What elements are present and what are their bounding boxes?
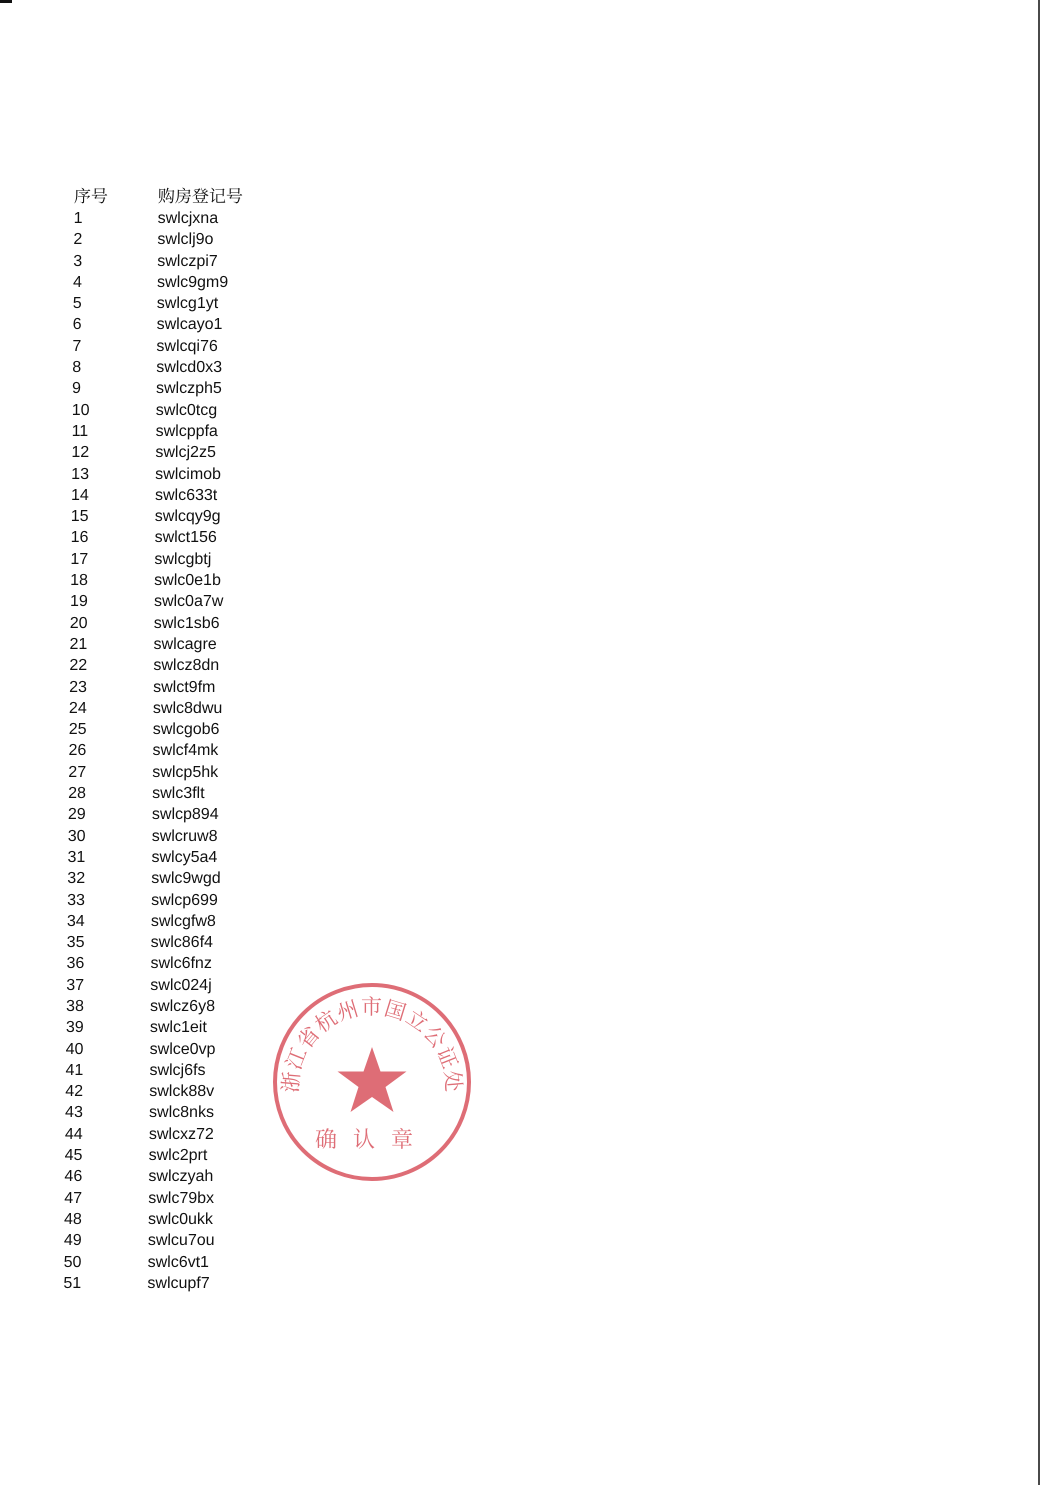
table-row	[70, 570, 330, 591]
table-row	[63, 1273, 323, 1294]
row-seq: 18	[70, 572, 89, 590]
row-seq: 1	[73, 210, 83, 227]
row-registration-number: swlcp5hk	[152, 763, 219, 781]
row-registration-number: swlc8nks	[149, 1104, 215, 1122]
row-registration-number: swlcj6fs	[149, 1061, 206, 1079]
row-seq: 17	[70, 550, 89, 568]
row-registration-number: swlcruw8	[151, 827, 218, 845]
row-registration-number: swlc0a7w	[153, 593, 224, 611]
table-row	[72, 378, 332, 399]
row-registration-number: swlcimob	[155, 465, 222, 483]
table-row	[70, 591, 330, 612]
row-registration-number: swlck88v	[149, 1083, 215, 1101]
row-seq: 49	[63, 1232, 82, 1250]
row-seq: 19	[69, 593, 88, 611]
row-seq: 3	[73, 252, 83, 270]
row-seq: 11	[71, 422, 89, 440]
row-registration-number: swlcp699	[151, 891, 218, 909]
row-seq: 15	[70, 508, 89, 526]
scan-page-edge	[1038, 0, 1040, 1485]
table-row	[68, 826, 328, 847]
row-seq: 46	[64, 1168, 83, 1186]
row-seq: 5	[72, 295, 82, 313]
row-seq: 14	[70, 486, 89, 504]
row-registration-number: swlcgfw8	[150, 912, 216, 930]
row-seq: 34	[66, 912, 85, 930]
row-registration-number: swlcxz72	[148, 1125, 214, 1143]
table-row	[70, 527, 330, 548]
seal-arc-text: 浙江省杭州市国立公证处	[278, 995, 466, 1094]
table-row	[67, 932, 327, 953]
row-registration-number: swlczpi7	[157, 252, 218, 270]
table-row	[71, 442, 331, 463]
row-seq: 22	[69, 657, 88, 675]
table-row	[68, 783, 328, 804]
table-row	[68, 804, 328, 825]
row-registration-number: swlc1eit	[149, 1019, 207, 1037]
row-registration-number: swlc0tcg	[155, 401, 218, 419]
row-registration-number: swlcy5a4	[151, 848, 218, 866]
row-seq: 38	[66, 997, 84, 1015]
row-registration-number: swlcgbtj	[154, 550, 212, 568]
table-row	[72, 421, 332, 442]
row-registration-number: swlcagre	[153, 635, 217, 653]
row-registration-number: swlc3flt	[152, 785, 205, 803]
row-seq: 26	[68, 742, 87, 760]
row-registration-number: swlczph5	[155, 380, 222, 398]
scan-corner-mark	[0, 0, 12, 3]
row-seq: 9	[71, 380, 82, 398]
row-registration-number: swlcgob6	[152, 721, 220, 739]
row-seq: 42	[65, 1083, 84, 1101]
row-registration-number: swlc024j	[150, 976, 212, 994]
row-seq: 35	[66, 934, 85, 952]
row-registration-number: swlcf4mk	[152, 742, 219, 760]
row-seq: 48	[63, 1210, 82, 1228]
row-seq: 23	[69, 678, 88, 696]
row-registration-number: swlc6fnz	[150, 955, 212, 973]
table-row	[71, 506, 331, 527]
row-seq: 33	[67, 891, 86, 909]
row-registration-number: swlc2prt	[148, 1147, 208, 1165]
row-seq: 7	[72, 337, 82, 355]
row-registration-number: swlczyah	[148, 1168, 214, 1186]
table-row	[70, 549, 330, 570]
table-row	[67, 890, 327, 911]
table-row	[66, 953, 326, 974]
row-registration-number: swlce0vp	[149, 1040, 216, 1058]
row-seq: 16	[70, 529, 89, 547]
table-row	[73, 229, 333, 250]
row-registration-number: swlct9fm	[153, 678, 216, 696]
table-row	[69, 677, 329, 698]
row-seq: 45	[64, 1147, 83, 1165]
table-row	[72, 400, 332, 421]
row-seq: 25	[68, 721, 87, 739]
table-row	[72, 336, 332, 357]
row-seq: 2	[73, 231, 83, 249]
table-row	[68, 762, 328, 783]
table-row	[67, 868, 327, 889]
table-row	[64, 1188, 324, 1209]
row-registration-number: swlc79bx	[148, 1189, 215, 1207]
row-seq: 27	[68, 763, 87, 781]
table-row	[71, 464, 331, 485]
row-registration-number: swlcqy9g	[154, 508, 221, 526]
row-registration-number: swlc0ukk	[147, 1210, 214, 1228]
row-seq: 50	[63, 1253, 82, 1271]
row-seq: 47	[64, 1189, 83, 1207]
row-seq: 43	[65, 1104, 83, 1122]
row-registration-number: swlcz6y8	[150, 997, 216, 1015]
table-row	[74, 208, 334, 229]
table-row	[69, 719, 329, 740]
row-seq: 6	[72, 316, 82, 334]
row-registration-number: swlct156	[154, 529, 217, 547]
row-seq: 8	[72, 359, 82, 377]
row-seq: 29	[67, 806, 86, 824]
table-row	[64, 1230, 324, 1251]
row-registration-number: swlc633t	[154, 486, 218, 504]
table-row	[64, 1209, 324, 1230]
row-registration-number: swlclj9o	[157, 231, 214, 249]
table-row	[69, 655, 329, 676]
row-registration-number: swlcj2z5	[155, 444, 216, 462]
row-registration-number: swlcz8dn	[153, 657, 220, 675]
table-row	[71, 485, 331, 506]
official-seal	[271, 981, 473, 1183]
row-registration-number: swlcp894	[151, 806, 219, 824]
row-registration-number: swlcayo1	[156, 316, 223, 334]
row-seq: 21	[69, 635, 88, 653]
row-registration-number: swlc86f4	[150, 934, 214, 952]
row-registration-number: swlcg1yt	[156, 295, 219, 313]
row-seq: 39	[65, 1019, 84, 1037]
row-seq: 44	[64, 1125, 83, 1143]
row-seq: 32	[67, 870, 86, 888]
table-row	[67, 911, 327, 932]
row-registration-number: swlc8dwu	[152, 699, 223, 717]
row-registration-number: swlc9gm9	[156, 273, 229, 291]
row-registration-number: swlc6vt1	[147, 1253, 210, 1271]
table-row	[70, 613, 330, 634]
table-row	[68, 740, 328, 761]
table-row	[73, 314, 333, 335]
row-seq: 40	[65, 1040, 84, 1058]
row-seq: 12	[71, 444, 90, 462]
row-seq: 28	[68, 785, 87, 803]
row-seq: 24	[68, 699, 87, 717]
row-registration-number: swlcupf7	[147, 1274, 210, 1292]
header-registration-number: 购房登记号	[157, 187, 243, 206]
table-header-row	[74, 184, 334, 208]
table-row	[69, 698, 329, 719]
row-seq: 13	[71, 465, 90, 483]
row-seq: 10	[71, 401, 90, 419]
row-seq: 4	[72, 273, 83, 291]
table-row	[64, 1252, 324, 1273]
seal-bottom-text: 确认章	[314, 1128, 430, 1153]
row-registration-number: swlc0e1b	[154, 572, 221, 590]
row-seq: 37	[66, 976, 85, 994]
table-row	[73, 293, 333, 314]
table-row	[73, 251, 333, 272]
row-registration-number: swlcppfa	[155, 422, 218, 440]
row-registration-number: swlcjxna	[157, 210, 219, 227]
table-row	[67, 847, 327, 868]
row-registration-number: swlcd0x3	[156, 359, 223, 377]
star-icon	[338, 1047, 407, 1112]
row-registration-number: swlcqi76	[156, 337, 218, 355]
row-seq: 31	[67, 848, 86, 866]
table-row	[72, 357, 332, 378]
row-seq: 20	[69, 614, 88, 632]
row-registration-number: swlc1sb6	[153, 614, 220, 632]
row-registration-number: swlcu7ou	[147, 1232, 215, 1250]
row-seq: 51	[63, 1274, 82, 1292]
row-registration-number: swlc9wgd	[151, 870, 221, 888]
row-seq: 30	[67, 827, 86, 845]
table-row	[69, 634, 329, 655]
row-seq: 41	[65, 1061, 84, 1079]
table-row	[73, 272, 333, 293]
row-seq: 36	[66, 955, 85, 973]
header-seq: 序号	[73, 187, 108, 206]
